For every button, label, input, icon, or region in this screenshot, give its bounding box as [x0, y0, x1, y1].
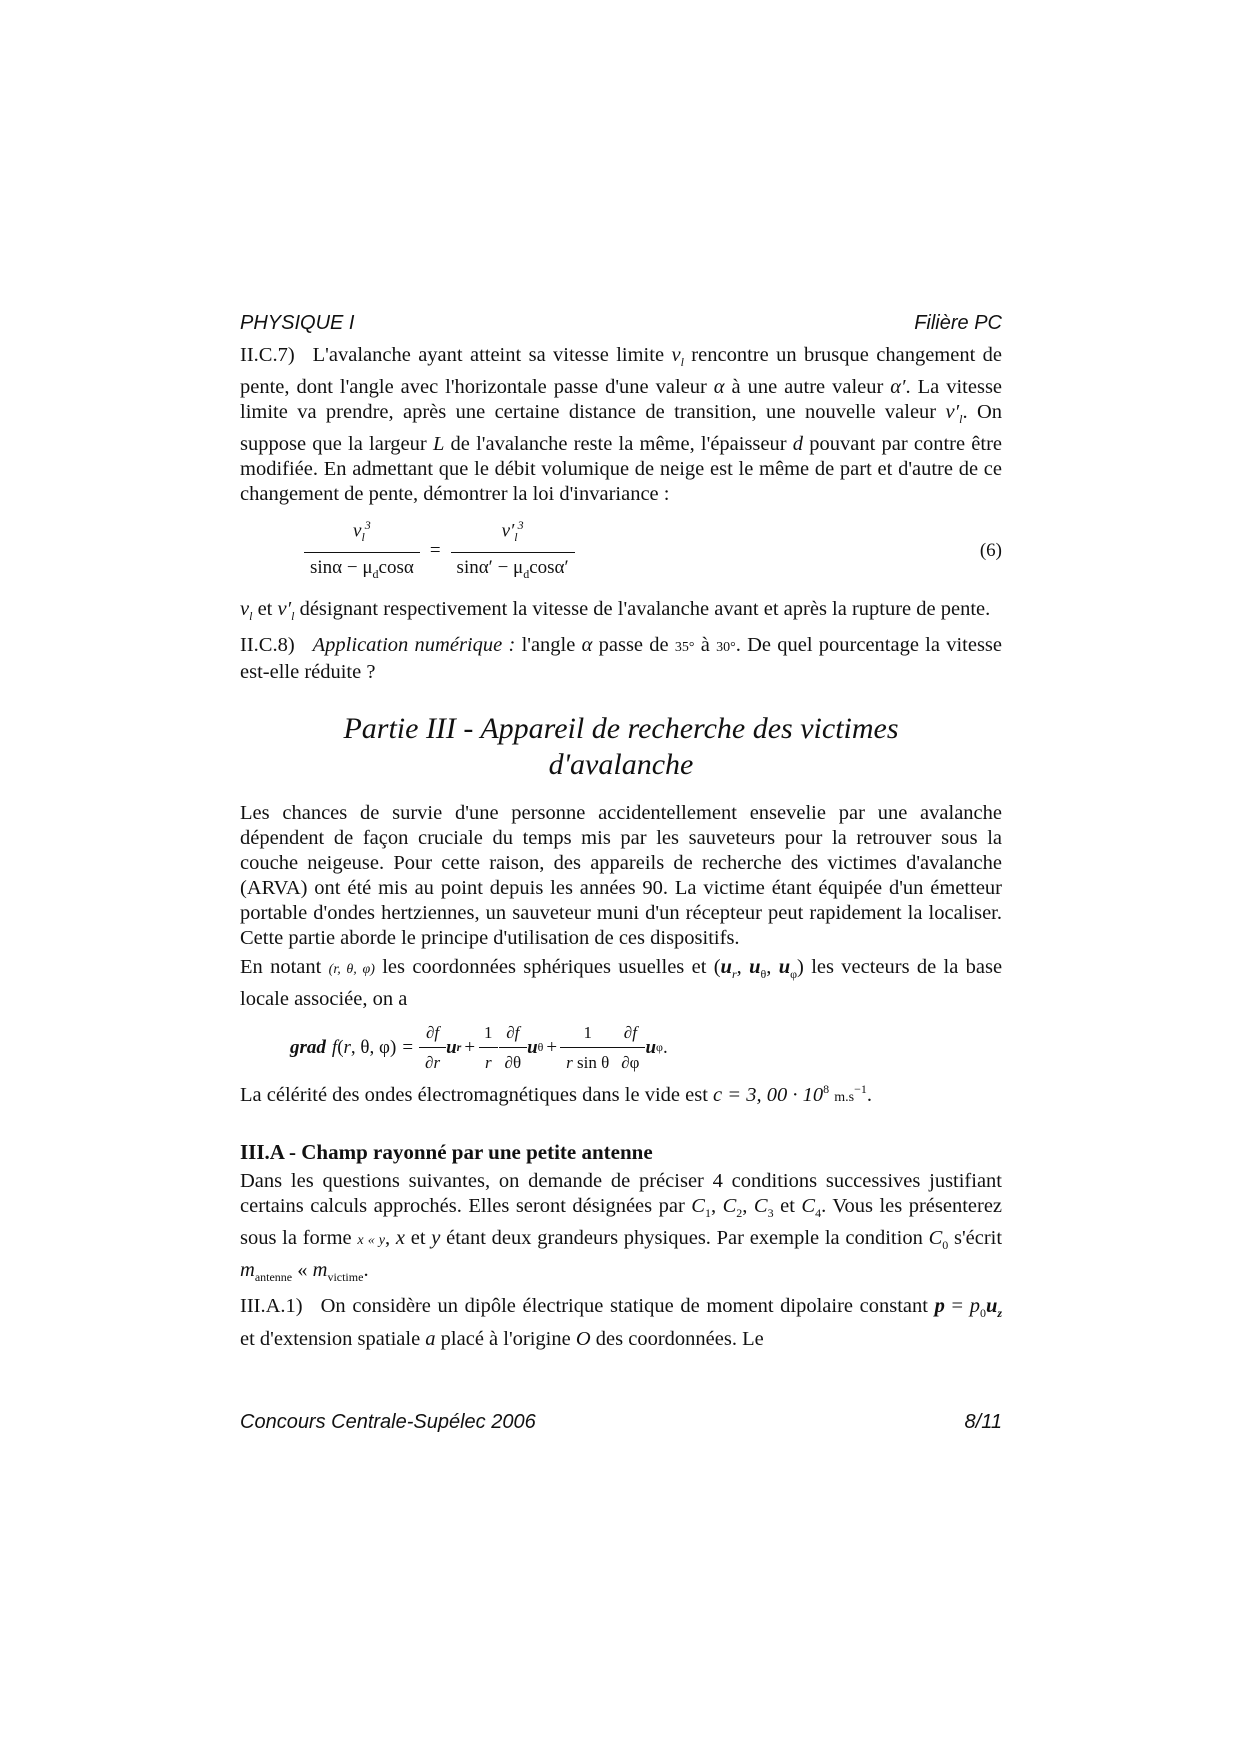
celerity-line: La célérité des ondes électromagnétiques dans le vide est c = 3, $00 \cdot 10^8$ $m.s^{-1}$. — [240, 1082, 872, 1107]
question-number: II.C.7) — [240, 344, 295, 366]
header-track: Filière PC — [914, 312, 1002, 334]
question-ii-c7: II.C.7) L'avalanche ayant atteint sa vitesse limite $v_l$ rencontre un brusque changement de pente, dont l'angle avec l'horizontale passe d'une valeur α à une autre valeur α′. La vitesse limite va prendre, après une certaine distance de transition, une nouvelle valeur $v'_l$. On suppose que la largeur L de l'avalanche reste la même, l'épaisseur d pouvant par contre être modifiée. En admettant que le débit volumique de neige est le même de part et d'autre de ce changement de pente, démontrer la loi d'invariance : — [240, 344, 1003, 506]
intro-paragraph: Les chances de survie d'une personne accidentellement ensevelie par une avalanche dépendent de façon cruciale du temps mis par les sauveteurs pour la retrouver sous la couche neigeuse. Pour cette raison, des appareils de recherche des victimes d'avalanche (ARVA) ont été mis au point depuis les années 90. La victime étant équipée d'un émetteur portable d'ondes hertziennes, un sauveteur muni d'un récepteur peut rapidement la localiser. Cette partie aborde le principe d'utilisation de ces dispositifs. — [240, 802, 1002, 950]
equation-number: (6) — [979, 539, 1002, 561]
question-iii-a1: III.A.1) On considère un dipôle électrique statique de moment dipolaire constant $p = p_0u_z$ et d'extension spatiale a placé à l'origine O des coordonnées. Le — [240, 1295, 1003, 1350]
body-text — [240, 343, 1002, 1352]
question-ii-c7-followup: $v_l$ et $v'_l$ désignant respectivement la vitesse de l'avalanche avant et après la rupture de pente. — [240, 598, 991, 624]
header-subject: PHYSIQUE I — [240, 312, 355, 334]
page-content — [240, 312, 1002, 1356]
page-footer — [240, 1411, 1002, 1434]
equation-6: $\frac{v_l^3}{\sin\alpha - \mu_d\cos\alpha}$ = $\frac{v'_l^3}{\sin\alpha' - \mu_d\cos\alpha'}$ (6) — [304, 513, 1002, 587]
footer-page-number: 8/11 — [964, 1411, 1002, 1433]
part-title: Partie III - Appareil de recherche des victimes d'avalanche — [343, 712, 899, 782]
gradient-formula: grad f ( r , θ, φ) = $\frac{\partial f}{\partial r}$ u r + $\frac{1}{r}$ $\frac{\partial f}{\partial\theta}$ u θ + $\frac{1}{\text{r sin θ}}$ $\frac{\partial f}{\partial\varphi}$ u φ . — [290, 1020, 1002, 1075]
conditions-paragraph: Dans les questions suivantes, on demande de préciser 4 conditions successives justifiant certains calculs approchés. Elles seront désignées par $C_1$, $C_2$, $C_3$ et $C_4$. Vous les présenterez sous la forme x « y, x et y étant deux grandeurs physiques. Par exemple la condition $C_0$ s'écrit $m_{antenne}$ « $m_{victime}$. — [240, 1170, 1003, 1285]
footer-exam: Concours Centrale-Supélec 2006 — [240, 1411, 536, 1433]
question-number: III.A.1) — [240, 1295, 303, 1318]
page-header — [240, 312, 1002, 335]
notation-paragraph: En notant (r, θ, φ) les coordonnées sphériques usuelles et ($u_r$, $u_\theta$, $u_\varphi$) les vecteurs de la base locale associée, on a — [240, 956, 1003, 1011]
question-number: II.C.8) — [240, 634, 295, 657]
section-heading: III.A - Champ rayonné par une petite antenne — [240, 1140, 653, 1165]
question-ii-c8: II.C.8) Application numérique : l'angle α passe de 35° à 30°. De quel pourcentage la vitesse est-elle réduite ? — [240, 634, 1003, 684]
